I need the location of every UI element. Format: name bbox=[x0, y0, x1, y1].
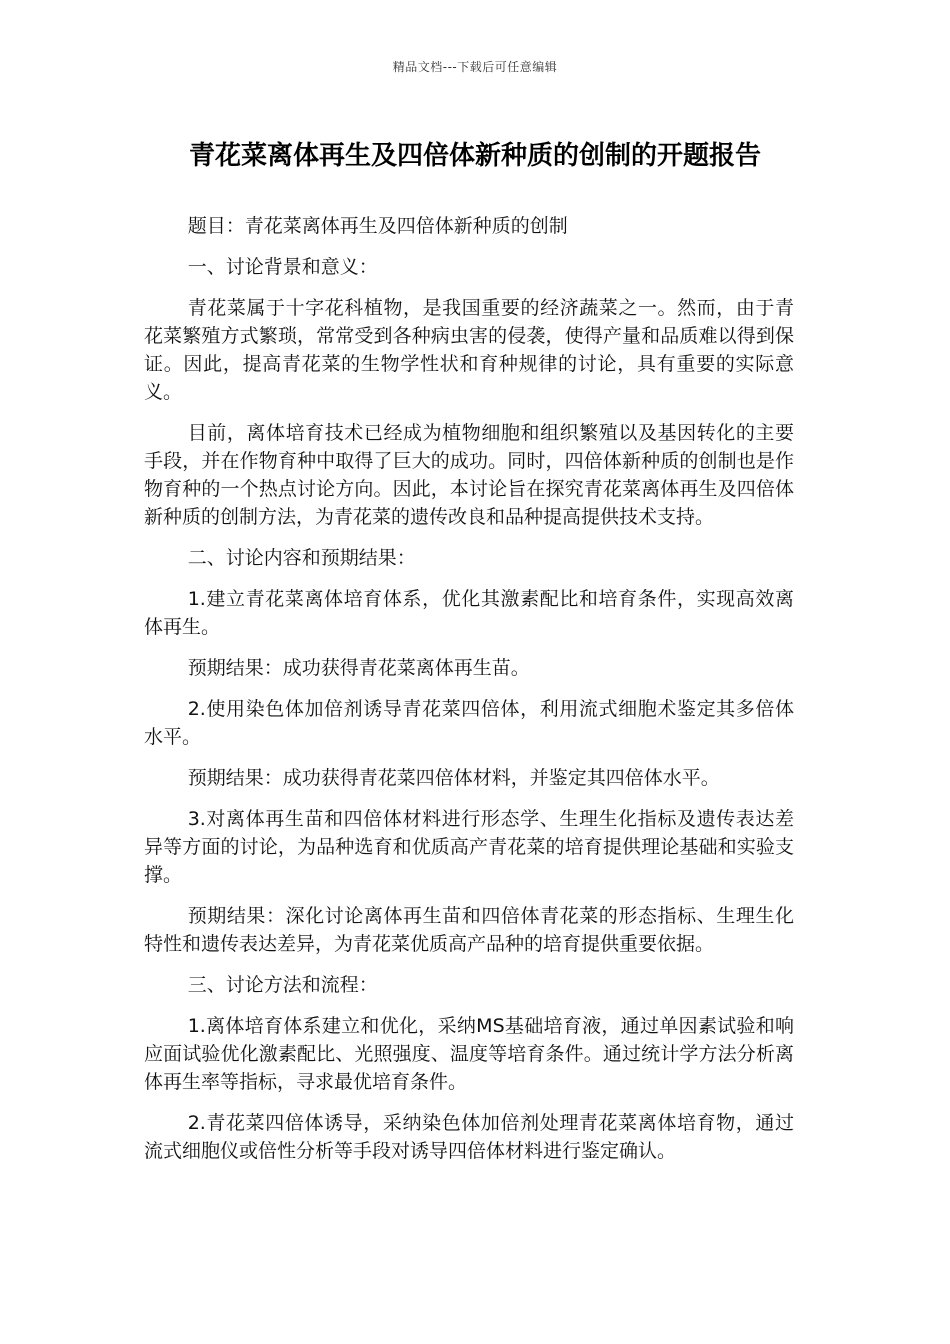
method-item-1: 1.离体培育体系建立和优化，采纳MS基础培育液，通过单因素试验和响应面试验优化激素配比、光照强度、温度等培育条件。通过统计学方法分析离体再生率等指标，寻求最优培育条件。 bbox=[144, 1015, 794, 1093]
topic-line: 题目：青花菜离体再生及四倍体新种质的创制 bbox=[187, 215, 568, 237]
expected-result-3: 预期结果：深化讨论离体再生苗和四倍体青花菜的形态指标、生理生化特性和遗传表达差异，为青花菜优质高产品种的培育提供重要依据。 bbox=[144, 905, 794, 955]
paragraph-background-2: 目前，离体培育技术已经成为植物细胞和组织繁殖以及基因转化的主要手段，并在作物育种中取得了巨大的成功。同时，四倍体新种质的创制也是作物育种的一个热点讨论方向。因此，本讨论旨在探究青花菜离体再生及四倍体新种质的创制方法，为青花菜的遗传改良和品种提高提供技术支持。 bbox=[144, 422, 794, 528]
content-item-3: 3.对离体再生苗和四倍体材料进行形态学、生理生化指标及遗传表达差异等方面的讨论，为品种选育和优质高产青花菜的培育提供理论基础和实验支撑。 bbox=[144, 808, 794, 886]
expected-result-2: 预期结果：成功获得青花菜四倍体材料，并鉴定其四倍体水平。 bbox=[187, 767, 720, 789]
paragraph-background-1: 青花菜属于十字花科植物，是我国重要的经济蔬菜之一。然而，由于青花菜繁殖方式繁琐，常常受到各种病虫害的侵袭，使得产量和品质难以得到保证。因此，提高青花菜的生物学性状和育种规律的讨论，具有重要的实际意义。 bbox=[144, 297, 794, 403]
section-heading-background: 一、讨论背景和意义： bbox=[187, 256, 378, 278]
method-item-2: 2.青花菜四倍体诱导，采纳染色体加倍剂处理青花菜离体培育物，通过流式细胞仪或倍性分析等手段对诱导四倍体材料进行鉴定确认。 bbox=[144, 1112, 794, 1162]
header-note: 精品文档---下载后可任意编辑 bbox=[392, 60, 558, 74]
document-body bbox=[144, 212, 794, 1178]
content-item-2: 2.使用染色体加倍剂诱导青花菜四倍体，利用流式细胞术鉴定其多倍体水平。 bbox=[144, 698, 794, 748]
document-title: 青花菜离体再生及四倍体新种质的创制的开题报告 bbox=[188, 141, 761, 171]
section-heading-methods: 三、讨论方法和流程： bbox=[187, 974, 378, 996]
section-heading-content: 二、讨论内容和预期结果： bbox=[187, 547, 416, 569]
expected-result-1: 预期结果：成功获得青花菜离体再生苗。 bbox=[187, 657, 530, 679]
content-item-1: 1.建立青花菜离体培育体系，优化其激素配比和培育条件，实现高效离体再生。 bbox=[144, 588, 794, 638]
